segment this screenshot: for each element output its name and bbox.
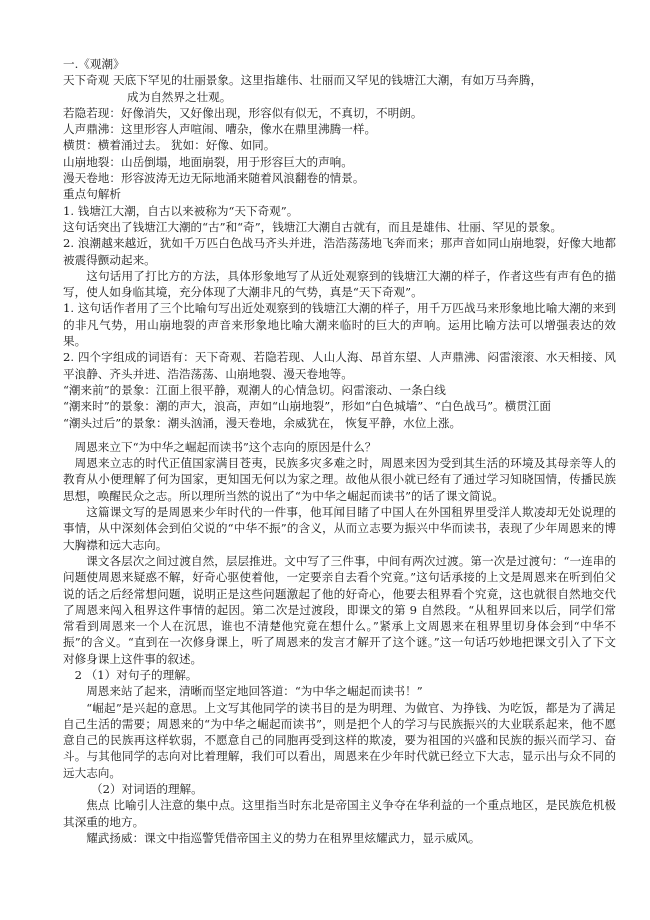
paragraph: 这篇课文写的是周恩来少年时代的一件事，他耳闻目睹了中国人在外国租界里受洋人欺凌却无处说理的事情，从中深刻体会到伯父说的“中华不振”的含义，从而立志要为振兴中华而读书，表现了少年周恩来的博大胸襟和远大志向。 bbox=[63, 505, 616, 552]
question: 周恩来立下“为中华之崛起而读书”这个志向的原因是什么？ bbox=[74, 439, 377, 454]
item-label: 2 （1）对句子的理解。 bbox=[74, 667, 198, 682]
vocab-line: 横贯：横着涌过去。 犹如：好像、如同。 bbox=[63, 138, 276, 153]
vocab-line: 若隐若现：好像消失，又好像出现，形容似有似无，不真切，不明朗。 bbox=[63, 105, 423, 120]
scene-after: “潮头过后”的景象：潮头汹涌，漫天卷地，余威犹在， 恢复平静，水位上涨。 bbox=[63, 415, 462, 430]
item-label: （2）对词语的理解。 bbox=[91, 782, 203, 797]
vocab-line: 人声鼎沸：这里形容人声喧闹、嘈杂，像水在鼎里沸腾一样。 bbox=[63, 122, 377, 137]
key-sentence-analysis: 这句话用了打比方的方法，具体形象地写了从近处观察到的钱塘江大潮的样子，作者这些有声有色的描写，使人如身临其境，充分体现了大潮非凡的气势，真是“天下奇观”。 bbox=[63, 268, 616, 300]
key-sentence-analysis: 这句话突出了钱塘江大潮的“古”和“奇”，钱塘江大潮自古就有，而且是雄伟、壮丽、罕见的景象。 bbox=[63, 219, 563, 234]
quote-explanation: “崛起”是兴起的意思。上文写其他同学的读书目的是为明理、为做官、为挣钱、为吃饭，都是为了满足自己生活的需要；周恩来的“为中华之崛起而读书”，则是把个人的学习与民族振兴的大业联系起来，他不愿意自己的民族再这样软弱，不愿意自己的同胞再受到这样的欺凌，要为祖国的兴盛和民族的振兴而学习、奋斗。与其他同学的志向对比着理解，我们可以看出，周恩来在少年时代就已经立下大志，显示出与众不同的远大志向。 bbox=[63, 700, 616, 780]
paragraph: 周恩来立志的时代正值国家满目苍夷，民族多灾多难之时，周恩来因为受到其生活的环境及其母亲等人的教育从小便理解了何为国家，更知国无何以为家之理。故他从很小就已经有了通过学习知晓国情，传播民族思想，唤醒民众之志。所以理所当然的说出了“为中华之崛起而读书”的话了课文简说。 bbox=[63, 456, 616, 503]
key-sentence: 2. 浪潮越来越近，犹如千万匹白色战马齐头并进，浩浩荡荡地飞奔而来；那声音如同山崩地裂，好像大地都被震得颤动起来。 bbox=[63, 236, 616, 267]
vocab-line: 山崩地裂：山岳倒塌，地面崩裂，用于形容巨大的声响。 bbox=[63, 154, 353, 169]
word-list: 2. 四个字组成的词语有：天下奇观、若隐若现、人山人海、昂首东望、人声鼎沸、闷雷滚滚、水天相接、风平浪静、齐头并进、浩浩荡荡、山崩地裂、漫天卷地等。 bbox=[63, 350, 616, 381]
scene-during: “潮来时”的景象：潮的声大，浪高，声如“山崩地裂”，形如“白色城墙”、“白色战马”。横贯江面 bbox=[63, 399, 551, 414]
vocab-line: 天下奇观 天底下罕见的壮丽景象。这里指雄伟、壮丽而又罕见的钱塘江大潮，有如万马奔腾， bbox=[63, 73, 543, 88]
vocab-line: 漫天卷地：形容波涛无边无际地涌来随着风浪翻卷的情景。 bbox=[63, 171, 365, 186]
term-definition: 耀武扬威：课文中指巡警凭借帝国主义的势力在租界里炫耀武力，显示威风。 bbox=[86, 830, 481, 845]
section-title: 一.《观潮》 bbox=[63, 57, 125, 71]
scene-before: “潮来前”的景象：江面上很平静，观潮人的心情急切。闷雷滚动、一条白线 bbox=[63, 382, 446, 397]
key-sentence-analysis: 1. 这句话作者用了三个比喻句写出近处观察到的钱塘江大潮的样子，用千万匹战马来形象地比喻大潮的来到的非凡气势，用山崩地裂的声音来形象地比喻大潮来临时的巨大的声响。运用比喻方法可以增强表达的效果。 bbox=[63, 301, 616, 349]
paragraph: 课文各层次之间过渡自然，层层推进。文中写了三件事，中间有两次过渡。第一次是过渡句：“一连串的问题使周恩来疑惑不解，好奇心驱使着他，一定要亲自去看个究竟。”这句话承接的上文是周恩来在听到伯父说的话之后经常想问题，说明正是这些问题激起了他的好奇心，他要去租界看个究竟，这也就很自然地交代了周恩来闯入租界这件事情的起因。第二次是过渡段，即课文的第 9 自然段。“从租界回来以后，同学们常常看到周恩来一个人在沉思，谁也不清楚他究竟在想什么。”紧承上文周恩来在租界里切身体会到“中华不振”的含义。“直到在一次修身课上，听了周恩来的发言才解开了这个谜。”这一句话巧妙地把课文引入了下文对修身课上这件事的叙述。 bbox=[63, 553, 616, 666]
vocab-line-continued: 成为自然界之壮观。 bbox=[127, 89, 232, 104]
quote-line: 周恩来站了起来，清晰而坚定地回答道：“为中华之崛起而读书！” bbox=[86, 684, 423, 699]
key-sentence: 1. 钱塘江大潮，自古以来被称为“天下奇观”。 bbox=[63, 203, 299, 218]
term-definition: 焦点 比喻引人注意的集中点。这里指当时东北是帝国主义争夺在华利益的一个重点地区，是民族危机极其深重的地方。 bbox=[63, 798, 616, 829]
key-sentence-heading: 重点句解析 bbox=[63, 187, 121, 202]
